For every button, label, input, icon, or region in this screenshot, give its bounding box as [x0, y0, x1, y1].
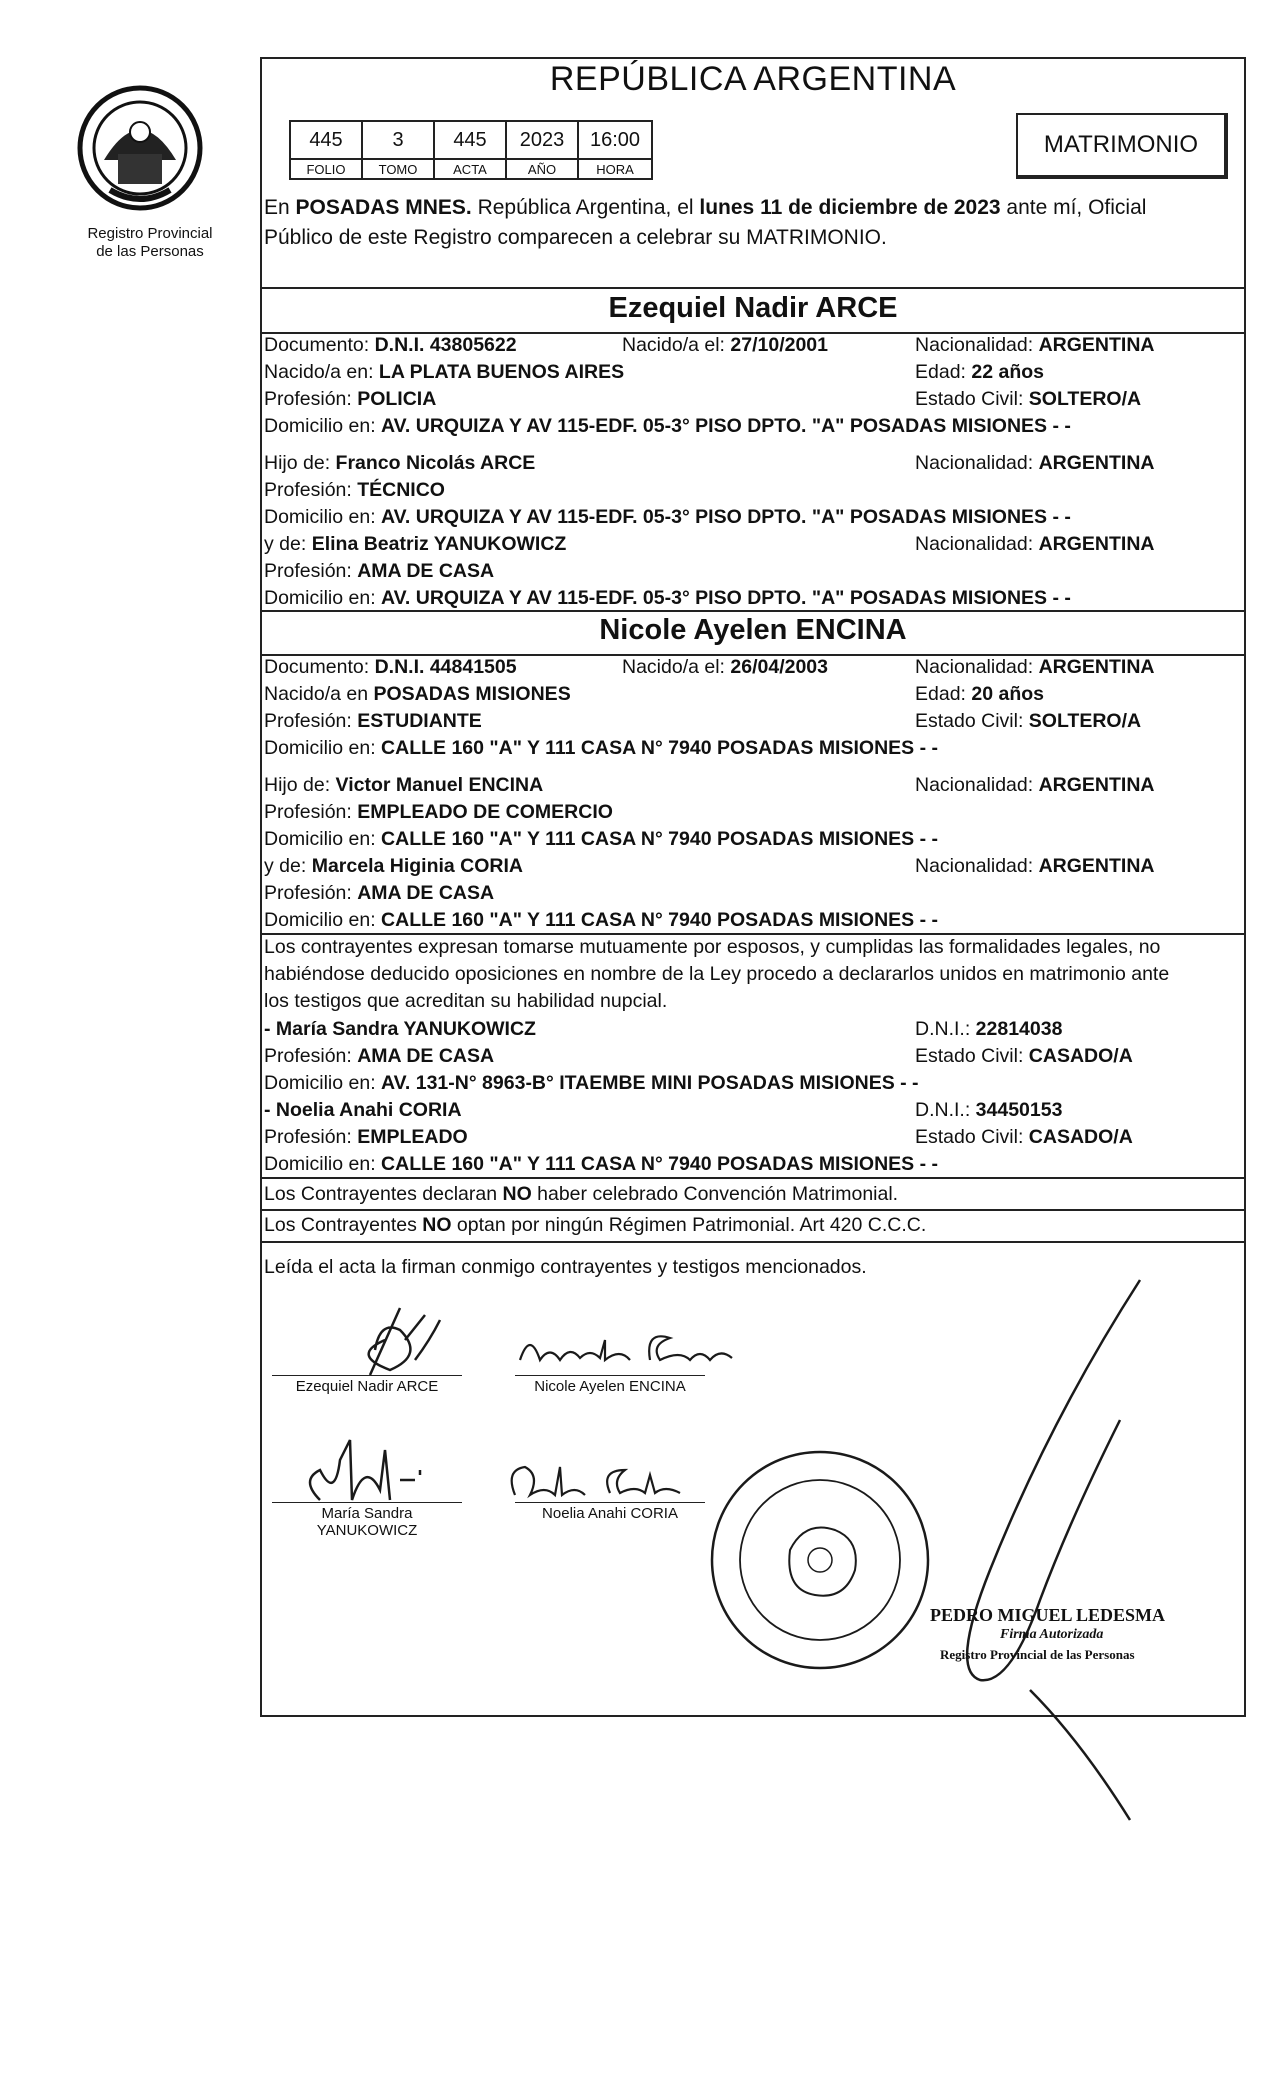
spouse2-nacido-en: Nacido/a en POSADAS MISIONES	[264, 683, 571, 705]
divider	[260, 1177, 1246, 1179]
witness1-dni: D.N.I.: 22814038	[915, 1018, 1063, 1040]
tomo-label: TOMO	[362, 159, 434, 179]
hora-label: HORA	[578, 159, 652, 179]
spouse2-father-domicilio: Domicilio en: CALLE 160 "A" Y 111 CASA N° 7940 POSADAS MISIONES - -	[264, 828, 938, 850]
intro-text: En POSADAS MNES. República Argentina, el lunes 11 de diciembre de 2023 ante mí, Oficial Público de este Registro comparecen a celebrar su MATRIMONIO.	[264, 196, 1147, 249]
spouse2-domicilio: Domicilio en: CALLE 160 "A" Y 111 CASA N° 7940 POSADAS MISIONES - -	[264, 737, 938, 759]
spouse2-father: Hijo de: Victor Manuel ENCINA	[264, 774, 544, 796]
signature-label-witness2: Noelia Anahi CORIA	[542, 1505, 678, 1522]
spouse1-mother: y de: Elina Beatriz YANUKOWICZ	[264, 533, 567, 555]
spouse2-mother-nacionalidad: Nacionalidad: ARGENTINA	[915, 855, 1155, 877]
spouse1-mother-domicilio: Domicilio en: AV. URQUIZA Y AV 115-EDF. 05-3° PISO DPTO. "A" POSADAS MISIONES - -	[264, 587, 1071, 609]
act-type-box: MATRIMONIO	[1016, 113, 1228, 179]
official-name: PEDRO MIGUEL LEDESMA	[930, 1605, 1166, 1625]
spouse1-edad: Edad: 22 años	[915, 361, 1045, 383]
regime-clause: Los Contrayentes NO optan por ningún Régimen Patrimonial. Art 420 C.C.C.	[264, 1214, 927, 1236]
tomo-value: 3	[362, 121, 434, 159]
signature-spouse2-drawing	[510, 1320, 740, 1380]
spouse2-father-profesion: Profesión: EMPLEADO DE COMERCIO	[264, 801, 613, 823]
spouse2-documento: Documento: D.N.I. 44841505	[264, 656, 517, 678]
signature-line	[272, 1375, 462, 1376]
spouse1-father-nacionalidad: Nacionalidad: ARGENTINA	[915, 452, 1155, 474]
folio-label: FOLIO	[290, 159, 362, 179]
anio-label: AÑO	[506, 159, 578, 179]
divider	[260, 1209, 1246, 1211]
divider	[260, 287, 1246, 289]
spouse2-father-nacionalidad: Nacionalidad: ARGENTINA	[915, 774, 1155, 796]
witness2-name: - Noelia Anahi CORIA	[264, 1099, 462, 1121]
signature-line	[515, 1502, 705, 1503]
declaration-text: Los contrayentes expresan tomarse mutuamente por esposos, y cumplidas las formalidades legales, no habiéndose deducido oposiciones en nombre de la Ley procedo a declararlos unidos en matrimonio ante los testigos que acreditan su habilidad nupcial.	[264, 936, 1170, 1012]
spouse2-mother: y de: Marcela Higinia CORIA	[264, 855, 524, 877]
spouse1-mother-nacionalidad: Nacionalidad: ARGENTINA	[915, 533, 1155, 555]
registry-table	[289, 120, 653, 180]
witness1-domicilio: Domicilio en: AV. 131-N° 8963-B° ITAEMBE MINI POSADAS MISIONES - -	[264, 1072, 919, 1094]
spouse1-father-domicilio: Domicilio en: AV. URQUIZA Y AV 115-EDF. 05-3° PISO DPTO. "A" POSADAS MISIONES - -	[264, 506, 1071, 528]
spouse2-edad: Edad: 20 años	[915, 683, 1045, 705]
spouse1-nacido-en: Nacido/a en: LA PLATA BUENOS AIRES	[264, 361, 625, 383]
acta-value: 445	[434, 121, 506, 159]
spouse1-domicilio: Domicilio en: AV. URQUIZA Y AV 115-EDF. 05-3° PISO DPTO. "A" POSADAS MISIONES - -	[264, 415, 1071, 437]
signature-label-witness1: María Sandra YANUKOWICZ	[316, 1505, 418, 1539]
convention-clause: Los Contrayentes declaran NO haber celebrado Convención Matrimonial.	[264, 1183, 899, 1205]
witness2-domicilio: Domicilio en: CALLE 160 "A" Y 111 CASA N° 7940 POSADAS MISIONES - -	[264, 1153, 938, 1175]
spouse1-estado-civil: Estado Civil: SOLTERO/A	[915, 388, 1142, 410]
registry-seal-logo	[70, 80, 210, 220]
divider	[260, 1241, 1246, 1243]
spouse2-profesion: Profesión: ESTUDIANTE	[264, 710, 482, 732]
witness1-profesion: Profesión: AMA DE CASA	[264, 1045, 495, 1067]
spouse1-nacionalidad: Nacionalidad: ARGENTINA	[915, 334, 1155, 356]
acta-label: ACTA	[434, 159, 506, 179]
spouse2-nacido-el: Nacido/a el: 26/04/2003	[622, 656, 829, 678]
hora-value: 16:00	[578, 121, 652, 159]
document-title: REPÚBLICA ARGENTINA	[549, 60, 957, 98]
signature-label-spouse1: Ezequiel Nadir ARCE	[295, 1378, 439, 1395]
signature-label-spouse2: Nicole Ayelen ENCINA	[534, 1378, 686, 1395]
spouse1-documento: Documento: D.N.I. 43805622	[264, 334, 517, 356]
logo-caption: Registro Provincial de las Personas	[87, 225, 213, 260]
official-signature-drawing	[930, 1270, 1160, 1830]
folio-value: 445	[290, 121, 362, 159]
witness2-estado-civil: Estado Civil: CASADO/A	[915, 1126, 1133, 1148]
spouse1-profesion: Profesión: POLICIA	[264, 388, 437, 410]
closing-text: Leída el acta la firman conmigo contrayentes y testigos mencionados.	[264, 1256, 867, 1278]
spouse1-father: Hijo de: Franco Nicolás ARCE	[264, 452, 536, 474]
spouse2-nacionalidad: Nacionalidad: ARGENTINA	[915, 656, 1155, 678]
signature-line	[272, 1502, 462, 1503]
witness1-name: - María Sandra YANUKOWICZ	[264, 1018, 536, 1040]
spouse2-name: Nicole Ayelen ENCINA	[599, 614, 907, 646]
spouse1-mother-profesion: Profesión: AMA DE CASA	[264, 560, 495, 582]
signature-spouse1-drawing	[330, 1300, 450, 1380]
signature-line	[515, 1375, 705, 1376]
spouse1-father-profesion: Profesión: TÉCNICO	[264, 479, 445, 501]
signature-witness2-drawing	[500, 1455, 700, 1505]
divider	[260, 610, 1246, 612]
witness2-dni: D.N.I.: 34450153	[915, 1099, 1063, 1121]
anio-value: 2023	[506, 121, 578, 159]
spouse1-name: Ezequiel Nadir ARCE	[608, 292, 898, 324]
official-title: Firma Autorizada	[1000, 1627, 1104, 1642]
witness1-estado-civil: Estado Civil: CASADO/A	[915, 1045, 1133, 1067]
witness2-profesion: Profesión: EMPLEADO	[264, 1126, 468, 1148]
spouse1-nacido-el: Nacido/a el: 27/10/2001	[622, 334, 829, 356]
signature-witness1-drawing	[290, 1430, 450, 1510]
spouse2-estado-civil: Estado Civil: SOLTERO/A	[915, 710, 1142, 732]
official-org: Registro Provincial de las Personas	[940, 1647, 1135, 1662]
spouse2-mother-domicilio: Domicilio en: CALLE 160 "A" Y 111 CASA N° 7940 POSADAS MISIONES - -	[264, 909, 938, 931]
spouse2-mother-profesion: Profesión: AMA DE CASA	[264, 882, 495, 904]
official-round-stamp	[705, 1430, 935, 1690]
